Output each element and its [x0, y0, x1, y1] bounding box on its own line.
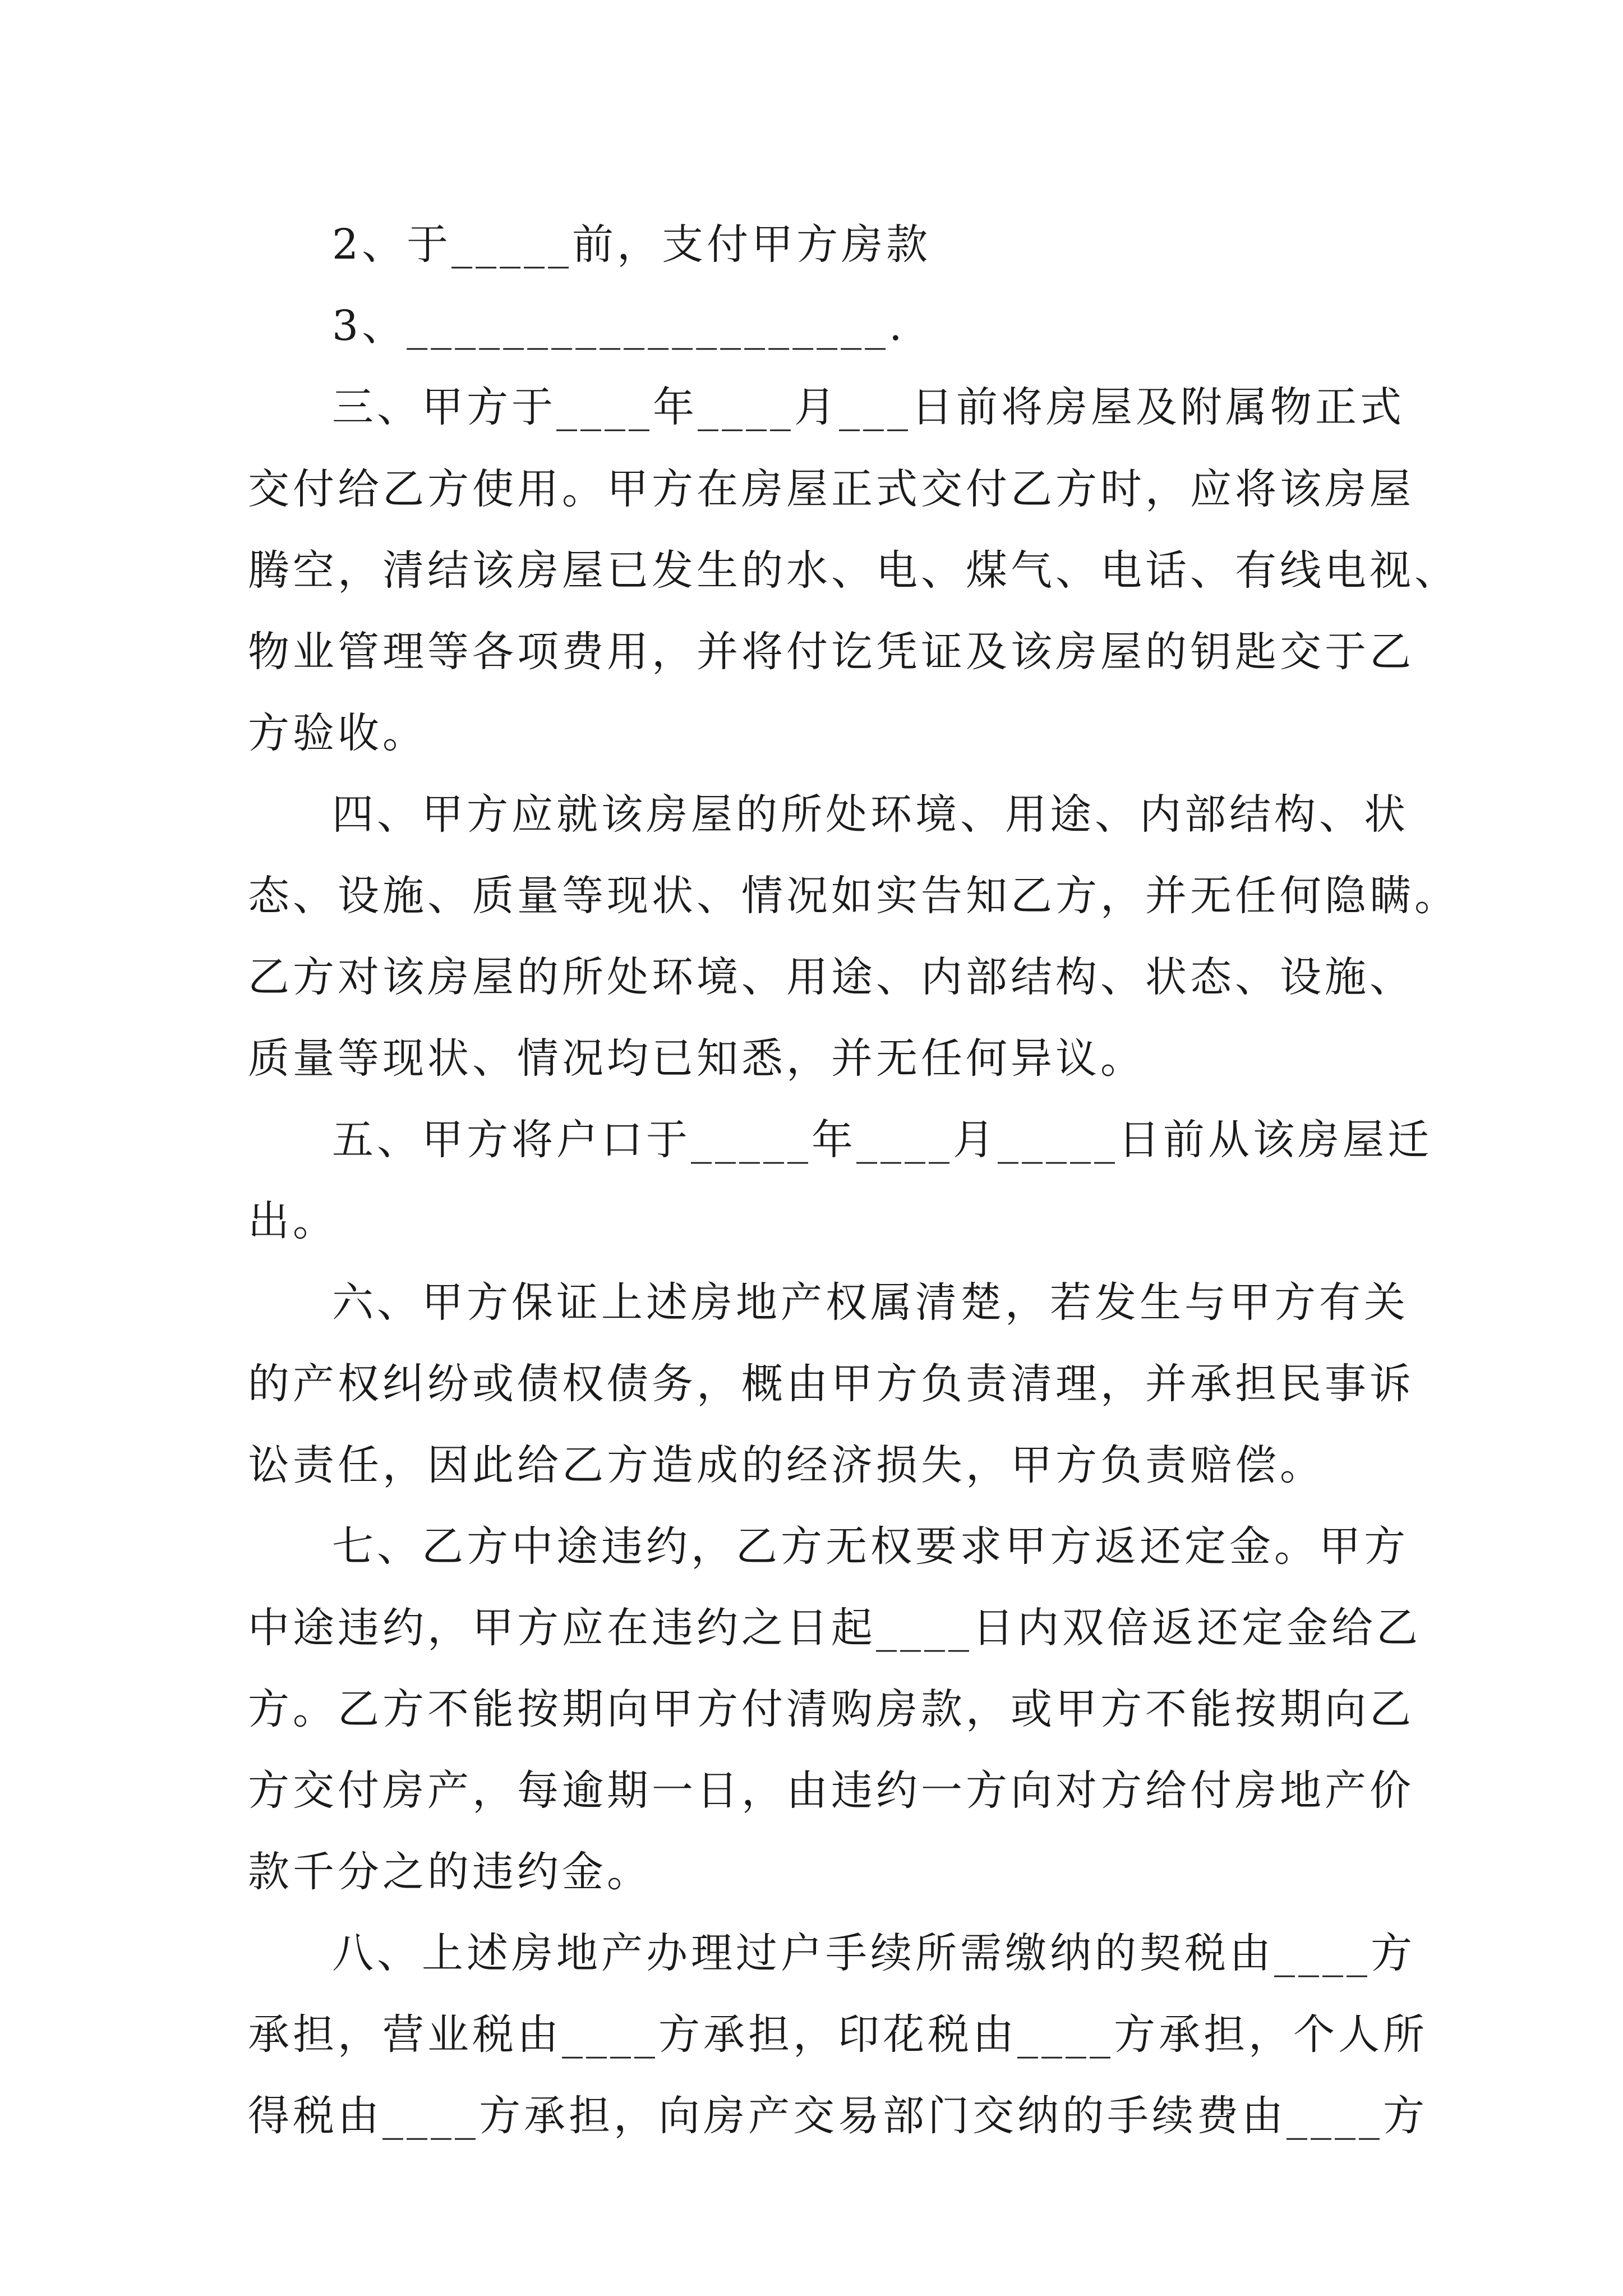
text-line: 六、甲方保证上述房地产权属清楚，若发生与甲方有关 — [332, 1278, 1409, 1327]
text-line: 七、乙方中途违约，乙方无权要求甲方返还定金。甲方 — [332, 1522, 1409, 1571]
text-line: 物业管理等各项费用，并将付讫凭证及该房屋的钥匙交于乙 — [248, 628, 1414, 676]
text-line: 交付给乙方使用。甲方在房屋正式交付乙方时，应将该房屋 — [248, 465, 1414, 513]
text-line: 方验收。 — [248, 709, 427, 757]
text-line: 八、上述房地产办理过户手续所需缴纳的契税由____方 — [332, 1929, 1415, 1977]
text-line: 承担，营业税由____方承担，印花税由____方承担，个人所 — [248, 2010, 1428, 2059]
text-line: 四、甲方应就该房屋的所处环境、用途、内部结构、状 — [332, 790, 1409, 839]
text-line: 讼责任，因此给乙方造成的经济损失，甲方负责赔偿。 — [248, 1441, 1325, 1489]
text-line: 的产权纠纷或债权债务，概由甲方负责清理，并承担民事诉 — [248, 1360, 1414, 1408]
text-line: 质量等现状、情况均已知悉，并无任何异议。 — [248, 1034, 1145, 1083]
text-line: 款千分之的违约金。 — [248, 1848, 652, 1896]
text-line: 态、设施、质量等现状、情况如实告知乙方，并无任何隐瞒。 — [248, 872, 1459, 920]
text-line: 乙方对该房屋的所处环境、用途、内部结构、状态、设施、 — [248, 953, 1414, 1001]
text-line: 方。乙方不能按期向甲方付清购房款，或甲方不能按期向乙 — [248, 1685, 1414, 1733]
text-line: 中途违约，甲方应在违约之日起____日内双倍返还定金给乙 — [248, 1604, 1421, 1652]
text-line: 三、甲方于____年____月___日前将房屋及附属物正式 — [332, 383, 1405, 431]
text-line: 2、于_____前，支付甲方房款 — [332, 220, 932, 269]
text-line: 五、甲方将户口于_____年____月_____日前从该房屋迁 — [332, 1116, 1432, 1164]
text-line: 得税由____方承担，向房产交易部门交纳的手续费由____方 — [248, 2092, 1428, 2140]
text-line: 出。 — [248, 1197, 338, 1245]
text-line: 方交付房产，每逾期一日，由违约一方向对方给付房地产价 — [248, 1766, 1414, 1815]
text-line: 腾空，清结该房屋已发生的水、电、煤气、电话、有线电视、 — [248, 546, 1459, 595]
text-line: 3、____________________. — [332, 302, 906, 350]
